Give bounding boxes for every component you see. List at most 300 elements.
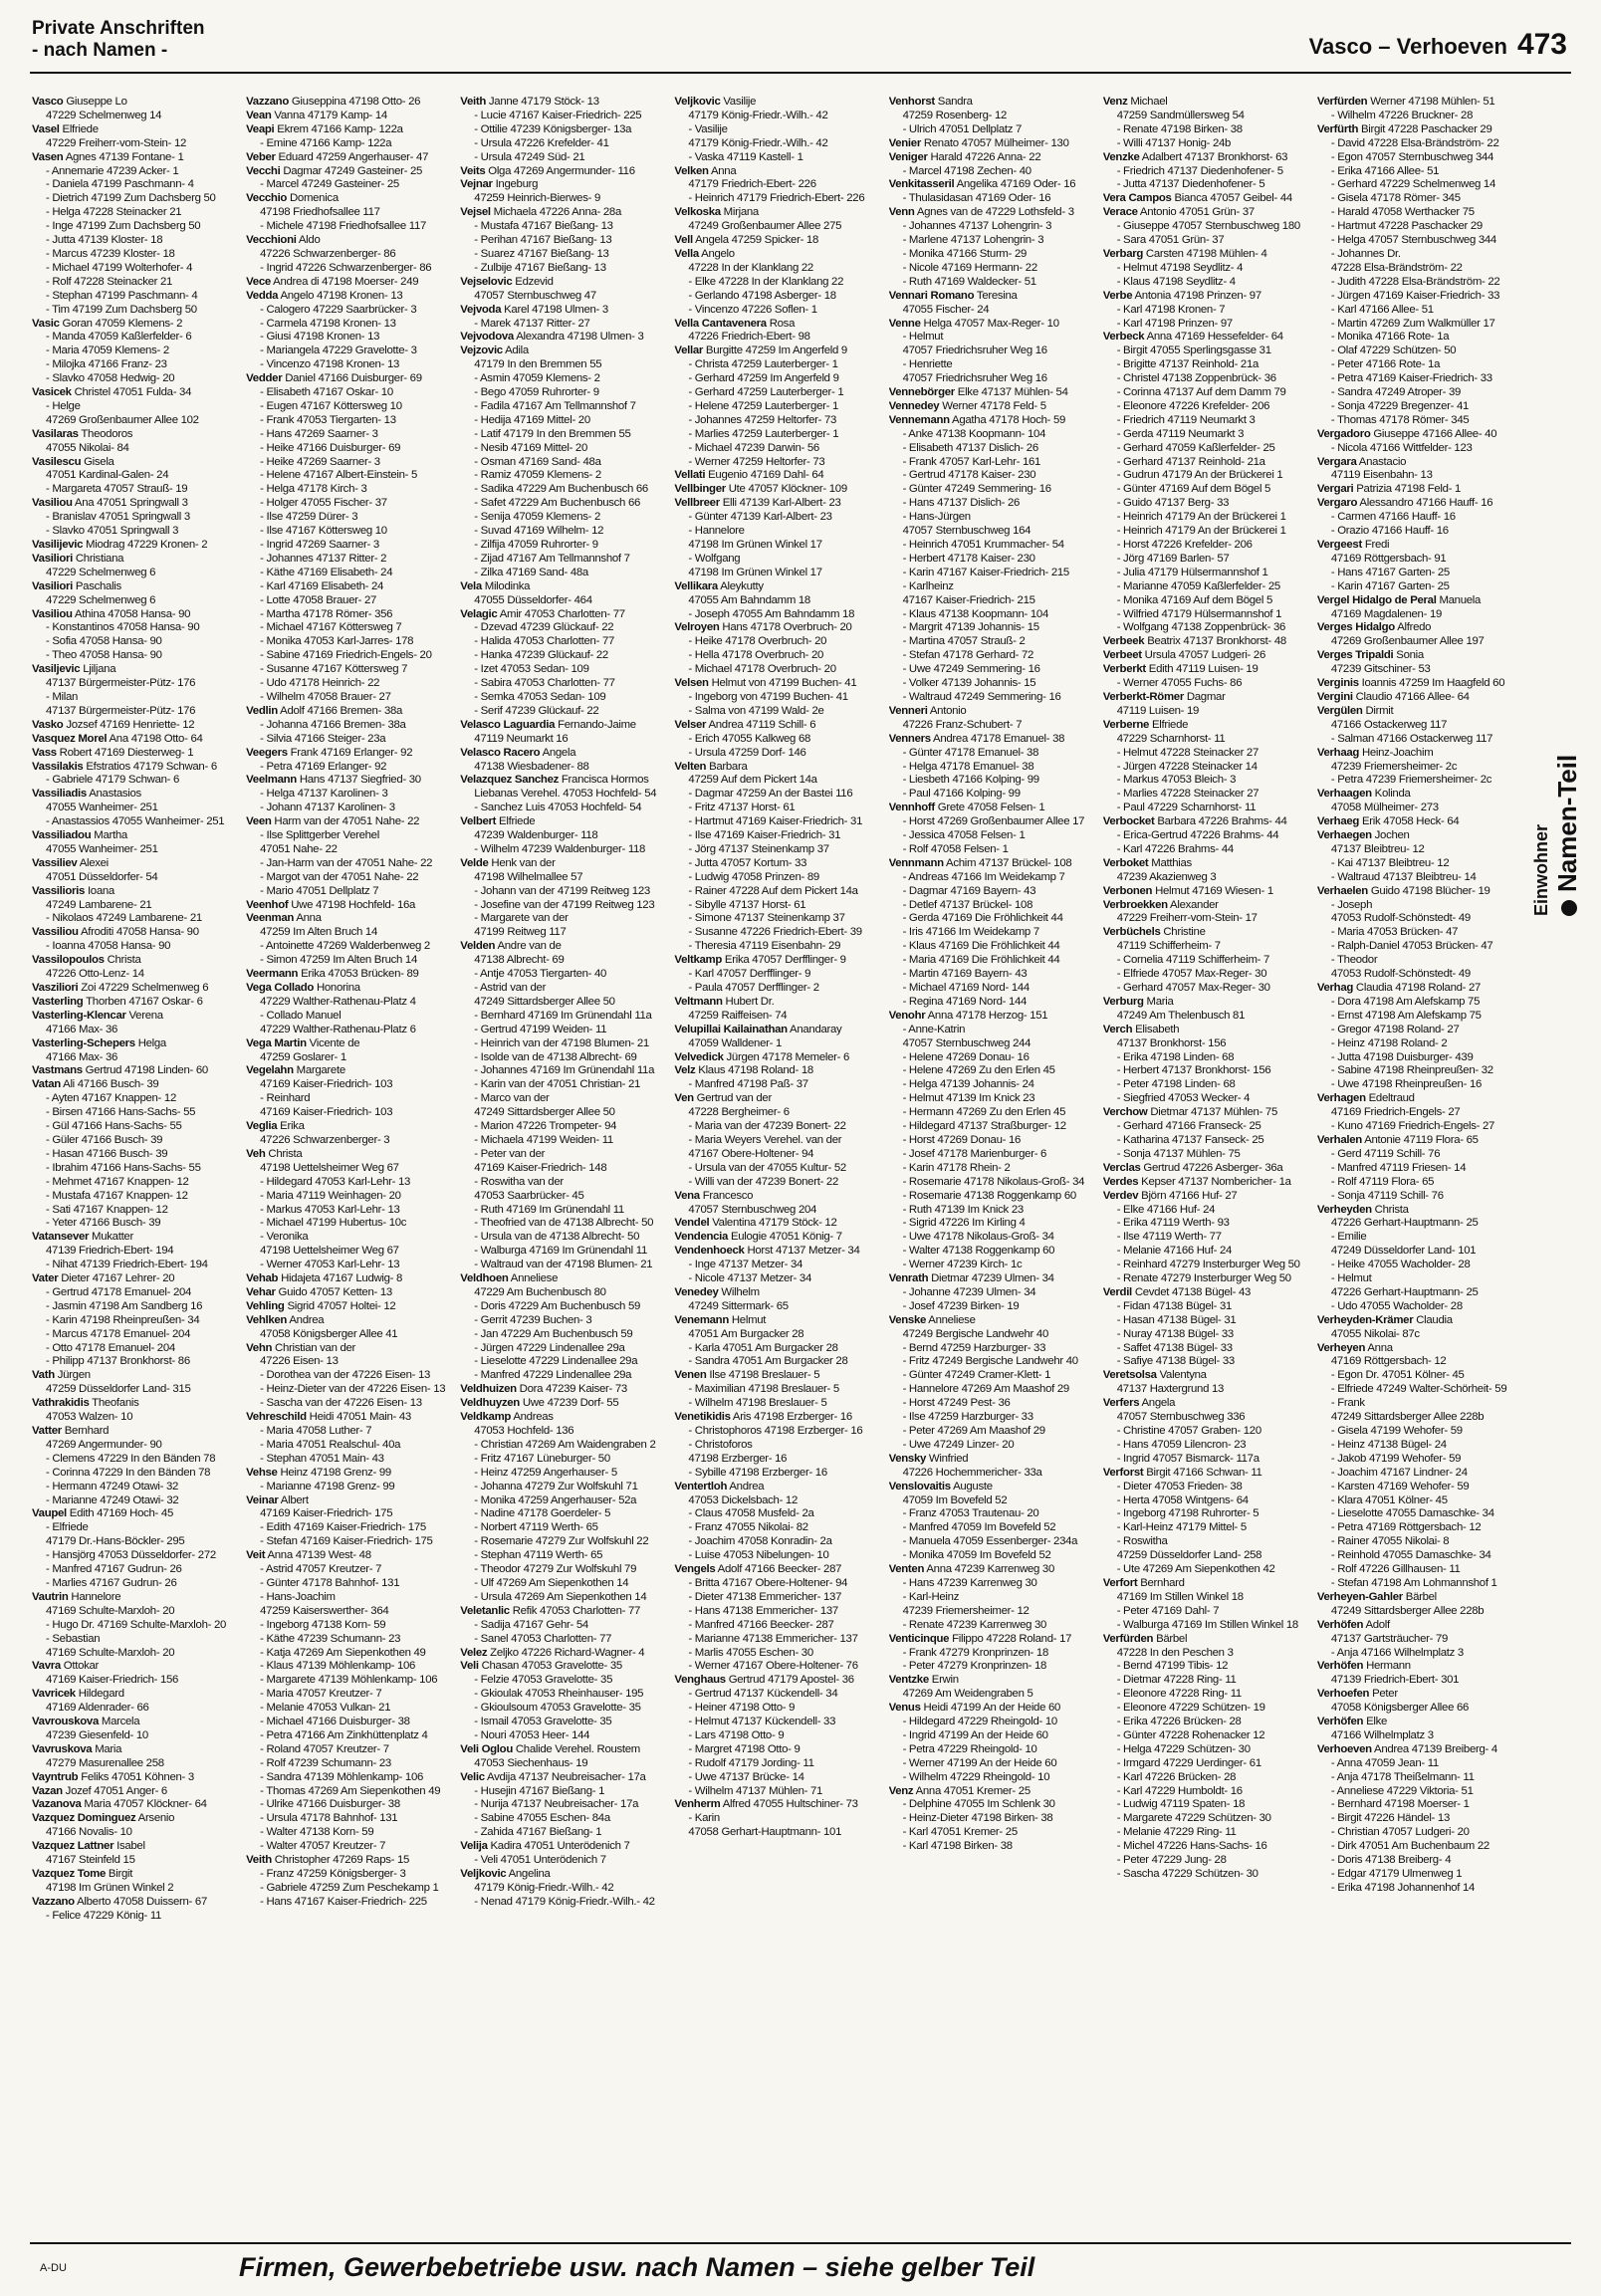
entry-surname: Vehreschild <box>246 1411 307 1424</box>
entry-detail: Edeltraud <box>1368 1092 1415 1105</box>
directory-entry <box>32 1453 240 1467</box>
directory-entry <box>460 539 668 553</box>
directory-entry <box>460 567 668 580</box>
directory-column <box>674 96 882 2234</box>
entry-detail: - Birgit 47055 Sperlingsgasse 31 <box>1116 344 1271 357</box>
directory-entry <box>32 290 240 304</box>
entry-surname: Verbarg <box>1102 247 1144 260</box>
directory-entry <box>1103 96 1311 110</box>
entry-detail: Angela 47259 Spicker- 18 <box>695 234 818 247</box>
entry-surname: Veith <box>246 1854 272 1867</box>
directory-entry <box>889 954 1097 968</box>
directory-entry <box>889 483 1097 497</box>
entry-detail: - Heinrich 47179 An der Brückerei 1 <box>1116 525 1286 538</box>
directory-entry <box>32 1716 240 1729</box>
entry-detail: - Manfred 47167 Gudrun- 26 <box>46 1563 182 1576</box>
entry-detail: Eduard 47259 Angerhauser- 47 <box>278 150 429 163</box>
directory-entry <box>674 1383 882 1397</box>
directory-entry <box>460 469 668 483</box>
entry-detail: - Manda 47059 Kaßlerfelder- 6 <box>46 331 192 344</box>
directory-entry <box>32 165 240 179</box>
entry-detail: - Peter 47229 Jung- 28 <box>1116 1854 1227 1867</box>
directory-entry <box>32 940 240 954</box>
entry-detail: - Karl 47226 Brücken- 28 <box>1116 1770 1237 1783</box>
directory-entry <box>32 1563 240 1577</box>
directory-entry <box>1103 318 1311 332</box>
entry-detail: - Hasan 47166 Busch- 39 <box>46 1147 168 1160</box>
directory-entry <box>460 1342 668 1356</box>
entry-detail: - Friedrich 47137 Diedenhofener- 5 <box>1116 164 1283 177</box>
directory-entry <box>674 1120 882 1134</box>
directory-entry <box>674 885 882 899</box>
entry-detail: - Heinz 47138 Bügel- 24 <box>1330 1438 1447 1451</box>
directory-entry <box>889 1383 1097 1397</box>
directory-entry <box>889 1411 1097 1425</box>
entry-detail: Martha <box>94 829 127 842</box>
entry-detail: - Nihat 47139 Friedrich-Ebert- 194 <box>46 1259 208 1271</box>
directory-entry <box>1103 733 1311 747</box>
entry-detail: - Suvad 47169 Wilhelm- 12 <box>474 525 604 538</box>
entry-surname: Velken <box>674 164 709 177</box>
entry-detail: 47053 Rudolf-Schönstedt- 49 <box>1330 968 1471 981</box>
entry-detail: - Horst 47226 Krefelder- 206 <box>1116 539 1253 551</box>
directory-entry <box>674 1688 882 1702</box>
directory-entry <box>1103 1355 1311 1369</box>
entry-detail: Grete 47058 Felsen- 1 <box>937 802 1045 814</box>
directory-entry <box>460 1369 668 1383</box>
directory-entry <box>32 386 240 400</box>
entry-detail: 47228 In der Klanklang 22 <box>688 261 813 274</box>
entry-detail: 47167 Steinfeld 15 <box>46 1854 135 1867</box>
directory-entry <box>1317 649 1525 663</box>
directory-entry <box>1103 1162 1311 1176</box>
directory-entry <box>246 982 454 996</box>
directory-entry <box>246 1605 454 1619</box>
directory-entry <box>889 539 1097 553</box>
directory-entry <box>460 234 668 248</box>
entry-detail: Agatha 47178 Hoch- 59 <box>952 413 1066 426</box>
directory-entry <box>674 456 882 470</box>
directory-entry <box>1317 1647 1525 1661</box>
directory-entry <box>460 761 668 775</box>
entry-detail: Edith 47119 Luisen- 19 <box>1148 663 1258 676</box>
entry-detail: - Sonja 47119 Schill- 76 <box>1330 1189 1444 1202</box>
directory-entry <box>889 691 1097 705</box>
entry-detail: Jozsef 47169 Henriette- 12 <box>66 718 195 731</box>
entry-surname: Verberkt-Römer <box>1102 690 1184 703</box>
directory-entry <box>460 635 668 649</box>
entry-detail: - Karl 47198 Kronen- 7 <box>1116 303 1226 316</box>
directory-entry <box>246 386 454 400</box>
directory-entry <box>889 649 1097 663</box>
entry-detail: - Ernst 47198 Am Alefskamp 75 <box>1330 1009 1482 1022</box>
entry-detail: - Güler 47166 Busch- 39 <box>46 1133 163 1146</box>
directory-entry <box>1317 110 1525 123</box>
directory-entry <box>1103 137 1311 151</box>
directory-entry <box>460 151 668 165</box>
directory-entry <box>32 733 240 747</box>
directory-entry <box>1103 843 1311 857</box>
directory-entry <box>32 1051 240 1065</box>
directory-entry <box>246 137 454 151</box>
directory-entry <box>460 608 668 622</box>
directory-entry <box>674 1259 882 1272</box>
entry-surname: Venneri <box>888 704 928 717</box>
entry-detail: Dagmar 47249 Gasteiner- 25 <box>283 164 423 177</box>
entry-surname: Verhaelen <box>1316 884 1368 897</box>
directory-entry <box>246 1148 454 1162</box>
directory-entry <box>674 677 882 691</box>
directory-entry <box>674 1549 882 1563</box>
directory-entry <box>1317 1521 1525 1535</box>
directory-entry <box>1317 1882 1525 1896</box>
directory-entry <box>32 1204 240 1218</box>
directory-entry <box>246 608 454 622</box>
entry-detail: - Gabriele 47259 Zum Peschekamp 1 <box>260 1881 439 1894</box>
directory-entry <box>246 1521 454 1535</box>
directory-entry <box>246 1134 454 1148</box>
directory-entry <box>460 1355 668 1369</box>
directory-entry <box>460 1217 668 1231</box>
directory-entry <box>1317 262 1525 276</box>
directory-entry <box>1317 511 1525 525</box>
directory-entry <box>674 843 882 857</box>
entry-detail: - Suarez 47167 Bießang- 13 <box>474 247 609 260</box>
directory-entry <box>1103 1453 1311 1467</box>
entry-detail: - Sebastian <box>46 1632 101 1645</box>
entry-detail: - Ruth 47139 Im Knick 23 <box>902 1203 1024 1216</box>
entry-detail: Guido 47057 Ketten- 13 <box>278 1285 392 1298</box>
entry-surname: Vela <box>460 579 482 592</box>
entry-detail: 47249 Am Thelenbusch 81 <box>1116 1009 1246 1022</box>
directory-entry <box>246 456 454 470</box>
entry-detail: - Karl 47198 Birken- 38 <box>902 1840 1013 1853</box>
entry-surname: Vean <box>246 109 272 121</box>
entry-detail: - Sara 47051 Grün- 37 <box>1116 234 1225 247</box>
directory-entry <box>460 1064 668 1078</box>
directory-entry <box>889 1078 1097 1092</box>
directory-entry <box>889 192 1097 206</box>
directory-entry <box>460 1245 668 1259</box>
entry-surname: Veh <box>246 1147 266 1160</box>
entry-detail: - Orazio 47166 Hauff- 16 <box>1330 525 1449 538</box>
entry-detail: Vanna 47179 Kamp- 14 <box>274 109 387 121</box>
directory-entry <box>32 1037 240 1051</box>
entry-detail: Goran 47059 Klemens- 2 <box>62 317 183 330</box>
entry-detail: - Sybille 47198 Erzberger- 16 <box>688 1466 827 1479</box>
directory-entry <box>889 1134 1097 1148</box>
directory-entry <box>889 567 1097 580</box>
entry-detail: - Monika 47059 Im Bovefeld 52 <box>902 1549 1051 1562</box>
entry-detail: - Ingrid 47269 Saarner- 3 <box>260 539 379 551</box>
entry-detail: - Karl 47169 Elisabeth- 24 <box>260 579 384 592</box>
directory-entry <box>674 1494 882 1508</box>
entry-detail: - Ilse 47259 Harzburger- 33 <box>902 1411 1033 1424</box>
entry-detail: - Heinrich 47179 Friedrich-Ebert- 226 <box>688 192 865 205</box>
directory-entry <box>889 96 1097 110</box>
directory-entry <box>32 1148 240 1162</box>
entry-detail: Daniel 47166 Duisburger- 69 <box>285 372 422 385</box>
entry-detail: - Heike 47055 Wacholder- 28 <box>1330 1259 1471 1271</box>
entry-detail: - Günter 47178 Emanuel- 38 <box>902 746 1039 759</box>
entry-detail: 47169 Schulte-Marxloh- 20 <box>46 1646 175 1659</box>
entry-detail: Alessandro 47166 Hauff- 16 <box>1359 497 1493 510</box>
entry-detail: 47226 Gerhart-Hauptmann- 25 <box>1330 1285 1479 1298</box>
directory-entry <box>889 982 1097 996</box>
directory-entry <box>1103 1286 1311 1300</box>
entry-detail: - Elisabeth 47137 Dislich- 26 <box>902 441 1038 454</box>
directory-entry <box>246 1563 454 1577</box>
directory-entry <box>1317 1064 1525 1078</box>
directory-entry <box>460 1840 668 1854</box>
entry-detail: - Ralph-Daniel 47053 Brücken- 47 <box>1330 940 1493 953</box>
entry-detail: 47119 Schifferheim- 7 <box>1116 940 1221 953</box>
entry-detail: 47226 Gerhart-Hauptmann- 25 <box>1330 1217 1479 1230</box>
directory-entry <box>246 178 454 192</box>
entry-detail: Giuseppe 47166 Allee- 40 <box>1373 427 1497 440</box>
directory-entry <box>1317 372 1525 386</box>
directory-entry <box>1103 1245 1311 1259</box>
entry-detail: Michaela 47226 Anna- 28a <box>493 206 621 219</box>
entry-detail: - Jürgen 47229 Lindenallee 29a <box>474 1341 625 1354</box>
entry-detail: - Helga 47178 Kirch- 3 <box>260 483 367 496</box>
entry-detail: - Helmut 47139 Im Knick 23 <box>902 1092 1035 1105</box>
entry-detail: 47169 Röttgersbach- 91 <box>1330 552 1447 565</box>
directory-entry <box>246 290 454 304</box>
entry-surname: Vennmann <box>888 856 944 869</box>
entry-detail: - Günter 47139 Karl-Albert- 23 <box>688 511 832 524</box>
entry-detail: Amir 47053 Charlotten- 77 <box>499 607 625 620</box>
directory-entry <box>889 912 1097 926</box>
directory-entry <box>460 1591 668 1605</box>
directory-entry <box>460 344 668 358</box>
entry-surname: Vennhoff <box>888 802 935 814</box>
directory-entry <box>246 1342 454 1356</box>
entry-detail: Angelika 47169 Oder- 16 <box>956 178 1076 191</box>
directory-entry <box>1317 469 1525 483</box>
directory-entry <box>460 400 668 414</box>
entry-detail: Andreas <box>513 1411 554 1424</box>
entry-detail: - Birgit 47226 Händel- 13 <box>1330 1812 1450 1825</box>
entry-detail: 47179 König-Friedr.-Wilh.- 42 <box>688 109 828 121</box>
entry-detail: Chasan 47053 Gravelotte- 35 <box>481 1660 622 1673</box>
directory-entry <box>1317 344 1525 358</box>
entry-surname: Verheyen <box>1316 1341 1366 1354</box>
entry-detail: - Jutta 47137 Diedenhofener- 5 <box>1116 178 1265 191</box>
entry-detail: - Karl 47166 Allee- 51 <box>1330 303 1434 316</box>
directory-entry <box>674 774 882 788</box>
entry-detail: - Gisela 47199 Wehofer- 59 <box>1330 1425 1463 1437</box>
entry-detail: - Erika 47226 Brücken- 28 <box>1116 1716 1242 1728</box>
directory-entry <box>889 442 1097 456</box>
entry-detail: - Marco van der <box>474 1092 550 1105</box>
entry-detail: 47169 Magdalenen- 19 <box>1330 607 1443 620</box>
directory-entry <box>246 1231 454 1245</box>
entry-detail: - Gerhard 47166 Franseck- 25 <box>1116 1120 1261 1133</box>
entry-detail: - Gertrud 47178 Kaiser- 230 <box>902 469 1036 482</box>
entry-detail: - Ismail 47053 Gravelotte- 35 <box>474 1716 612 1728</box>
directory-entry <box>674 1369 882 1383</box>
entry-detail: - Carmen 47166 Hauff- 16 <box>1330 511 1456 524</box>
entry-detail: - Branislav 47051 Springwall 3 <box>46 511 190 524</box>
directory-entry <box>889 1064 1097 1078</box>
entry-surname: Veletanlic <box>460 1604 510 1617</box>
entry-detail: - Lieselotte 47229 Lindenallee 29a <box>474 1355 638 1368</box>
entry-surname: Veglia <box>246 1120 278 1133</box>
directory-entry <box>674 1106 882 1120</box>
entry-detail: - Felice 47229 König- 11 <box>46 1909 162 1922</box>
directory-entry <box>32 802 240 815</box>
entry-surname: Vendencia <box>674 1231 729 1244</box>
entry-detail: Andrea <box>729 1480 765 1492</box>
entry-detail: 47058 Mülheimer- 273 <box>1330 802 1439 814</box>
directory-entry <box>246 788 454 802</box>
directory-entry <box>1317 1840 1525 1854</box>
directory-entry <box>674 1272 882 1286</box>
entry-detail: - Hildegard 47229 Rheingold- 10 <box>902 1716 1057 1728</box>
entry-detail: Adalbert 47137 Bronkhorst- 63 <box>1141 150 1288 163</box>
directory-entry <box>1103 525 1311 539</box>
entry-surname: Verace <box>1102 206 1138 219</box>
directory-entry <box>1103 331 1311 344</box>
directory-entry <box>1103 719 1311 733</box>
entry-detail: 47119 Eisenbahn- 13 <box>1330 469 1433 482</box>
entry-surname: Venten <box>888 1563 925 1576</box>
entry-surname: Vasiliou <box>32 607 73 620</box>
entry-detail: - Olaf 47229 Schützen- 50 <box>1330 344 1457 357</box>
entry-detail: 47259 Im Alten Bruch 14 <box>260 926 377 939</box>
entry-detail: Eugenio 47169 Dahl- 64 <box>708 469 824 482</box>
entry-surname: Verforst <box>1102 1466 1144 1479</box>
directory-entry <box>32 442 240 456</box>
directory-entry <box>460 1660 668 1674</box>
directory-entry <box>1317 1300 1525 1314</box>
directory-entry <box>1103 234 1311 248</box>
entry-detail: - Günter 47249 Cramer-Klett- 1 <box>902 1369 1051 1382</box>
entry-detail: - Hans 47269 Saarner- 3 <box>260 427 378 440</box>
entry-detail: Werner 47198 Mühlen- 51 <box>1370 96 1495 108</box>
entry-detail: - Melanie 47166 Huf- 24 <box>1116 1245 1233 1258</box>
directory-entry <box>1103 1106 1311 1120</box>
entry-detail: - Margareta 47057 Strauß- 19 <box>46 483 188 496</box>
entry-detail: Aleykutty <box>720 579 764 592</box>
entry-detail: - Karlheinz <box>902 579 954 592</box>
directory-entry <box>889 1771 1097 1785</box>
entry-detail: - Ruth 47169 Waldecker- 51 <box>902 275 1036 288</box>
entry-detail: - Sanel 47053 Charlotten- 77 <box>474 1632 612 1645</box>
entry-surname: Veits <box>460 164 486 177</box>
entry-detail: Kepser 47137 Nombericher- 1a <box>1141 1175 1291 1188</box>
entry-detail: - Theodor <box>1330 954 1378 967</box>
directory-entry <box>32 1798 240 1812</box>
directory-entry <box>1317 123 1525 137</box>
entry-detail: Helga 47057 Max-Reger- 10 <box>923 317 1059 330</box>
directory-column <box>1103 96 1311 2234</box>
directory-entry <box>674 358 882 372</box>
entry-detail: - Jörg 47137 Steinenkamp 37 <box>688 842 829 855</box>
entry-surname: Venus <box>888 1702 921 1715</box>
directory-entry <box>460 1106 668 1120</box>
entry-surname: Veenhof <box>246 898 289 911</box>
directory-entry <box>460 290 668 304</box>
entry-surname: Vavricek <box>32 1688 76 1701</box>
directory-entry <box>460 1757 668 1771</box>
entry-detail: - Iris 47166 Im Weidekamp 7 <box>902 926 1039 939</box>
directory-entry <box>460 248 668 262</box>
directory-entry <box>246 567 454 580</box>
entry-detail: Aris 47198 Erzberger- 16 <box>732 1411 852 1424</box>
directory-entry <box>1103 1647 1311 1661</box>
directory-entry <box>1317 1148 1525 1162</box>
entry-detail: Refik 47053 Charlotten- 77 <box>512 1604 641 1617</box>
directory-entry <box>889 871 1097 885</box>
entry-detail: - Peter 47269 Am Maashof 29 <box>902 1425 1045 1437</box>
entry-detail: - Marianne 47138 Emmericher- 137 <box>688 1632 858 1645</box>
entry-detail: Renato 47057 Mülheimer- 130 <box>923 136 1069 149</box>
entry-detail: - Annemarie 47239 Acker- 1 <box>46 164 179 177</box>
directory-entry <box>1317 1078 1525 1092</box>
entry-detail: - Fritz 47249 Bergische Landwehr 40 <box>902 1355 1078 1368</box>
entry-detail: - Anna 47059 Jean- 11 <box>1330 1756 1439 1769</box>
entry-detail: 47229 Walther-Rathenau-Platz 4 <box>260 995 416 1008</box>
entry-surname: Velasco Laguardia <box>460 718 556 731</box>
directory-entry <box>889 1286 1097 1300</box>
entry-detail: - Helmut 47137 Kückendell- 33 <box>688 1716 836 1728</box>
entry-detail: 47119 Luisen- 19 <box>1116 704 1200 717</box>
entry-detail: - Gertrud 47137 Kückendell- 34 <box>688 1688 838 1701</box>
entry-detail: - Rolf 47119 Flora- 65 <box>1330 1175 1435 1188</box>
entry-detail: - Herta 47058 Wintgens- 64 <box>1116 1493 1249 1506</box>
directory-entry <box>32 1217 240 1231</box>
directory-entry <box>1103 1577 1311 1591</box>
directory-entry <box>460 1785 668 1799</box>
directory-entry <box>246 483 454 497</box>
entry-detail: - Nouri 47053 Heer- 144 <box>474 1728 590 1741</box>
directory-entry <box>674 1010 882 1024</box>
directory-entry <box>674 165 882 179</box>
entry-detail: - Johannes 47137 Lohengrin- 3 <box>902 220 1052 233</box>
directory-entry <box>32 1549 240 1563</box>
entry-detail: - Susanne 47226 Friedrich-Ebert- 39 <box>688 926 862 939</box>
entry-detail: - Karl 47229 Humboldt- 16 <box>1116 1784 1243 1797</box>
directory-entry <box>32 262 240 276</box>
entry-detail: - Zijad 47167 Am Tellmannshof 7 <box>474 552 630 565</box>
directory-entry <box>1317 539 1525 553</box>
directory-entry <box>460 733 668 747</box>
entry-detail: - Gerda 47169 Die Fröhlichkeit 44 <box>902 912 1063 925</box>
directory-entry <box>1317 178 1525 192</box>
entry-detail: - Eugen 47167 Köttersweg 10 <box>260 399 402 412</box>
entry-detail: 47169 Kaiser-Friedrich- 175 <box>260 1507 393 1520</box>
page-range <box>1309 28 1567 62</box>
entry-detail: Horst 47137 Metzer- 34 <box>747 1245 860 1258</box>
entry-surname: Veniger <box>888 150 928 163</box>
directory-entry <box>674 386 882 400</box>
directory-entry <box>32 553 240 567</box>
entry-detail: Andre van de <box>497 940 562 953</box>
entry-detail: 47228 Elsa-Brändström- 22 <box>1330 261 1463 274</box>
directory-entry <box>460 815 668 829</box>
entry-detail: Hans 47178 Overbruch- 20 <box>722 621 852 634</box>
entry-detail: Andrea di 47198 Moerser- 249 <box>273 275 419 288</box>
entry-detail: Paschalis <box>75 579 121 592</box>
directory-entry <box>246 331 454 344</box>
directory-entry <box>1103 677 1311 691</box>
directory-entry <box>460 1148 668 1162</box>
entry-surname: Veljkovic <box>460 1868 507 1880</box>
directory-entry <box>889 469 1097 483</box>
entry-surname: Venedey <box>674 1285 719 1298</box>
